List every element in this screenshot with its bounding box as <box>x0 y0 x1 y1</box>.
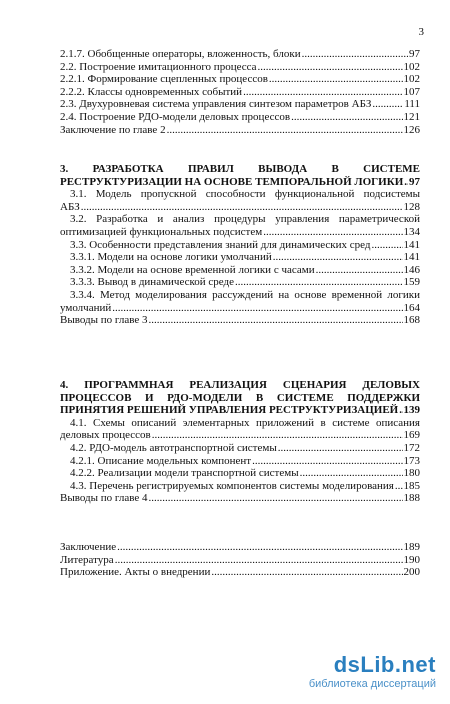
toc-entry-page: 102 <box>403 60 420 73</box>
toc-entry-page: 180 <box>403 467 420 480</box>
toc-entry-page: 200 <box>403 566 420 579</box>
toc-entry[interactable] <box>60 201 420 214</box>
chapter-4-heading-line2: ПРОЦЕССОВ И РДО-МОДЕЛИ В СИСТЕМЕ ПОДДЕРЖКИ <box>60 391 420 404</box>
toc-entry-title: 2.1.7. Обобщенные операторы, вложенность, блоки <box>60 48 301 60</box>
toc-entry[interactable] <box>60 98 420 111</box>
toc-section-2-continued <box>60 48 420 136</box>
dslib-logo <box>309 652 436 678</box>
toc-entry-page: 185 <box>403 479 420 492</box>
toc-entry-page: 97 <box>409 48 420 60</box>
toc-entry-page: 107 <box>403 85 420 98</box>
toc-entry-page: 102 <box>403 73 420 86</box>
toc-entry-title: 3.3. Особенности представления знаний для динамических сред <box>70 238 371 251</box>
toc-entry[interactable] <box>60 314 420 327</box>
chapter-3-heading-line1: 3. РАЗРАБОТКА ПРАВИЛ ВЫВОДА В СИСТЕМЕ <box>60 163 420 175</box>
toc-entry[interactable] <box>60 492 420 505</box>
toc-entry-page: 111 <box>404 98 420 111</box>
logo-tld: .net <box>394 652 436 677</box>
toc-entry-title: 3.3.3. Вывод в динамической среде <box>70 276 235 289</box>
toc-entry[interactable] <box>60 111 420 124</box>
toc-entry[interactable] <box>60 264 420 277</box>
toc-entry-page: 97 <box>409 175 420 188</box>
page-number: 3 <box>418 26 424 38</box>
toc-entry[interactable] <box>60 442 420 455</box>
toc-entry-title: 2.2.2. Классы одновременных событий <box>60 85 243 98</box>
toc-entry[interactable] <box>60 429 420 442</box>
toc-entry[interactable] <box>60 480 420 493</box>
toc-entry-page: 173 <box>403 454 420 467</box>
toc-entry-title: 3.3.1. Модели на основе логики умолчаний <box>70 251 272 264</box>
toc-entry-page: 159 <box>403 276 420 289</box>
toc-entry-page: 126 <box>403 123 420 136</box>
toc-entry-line: 4.1. Схемы описаний элементарных приложений в системе описания <box>70 416 420 429</box>
toc-entry-title: 4.2.1. Описание модельных компонент <box>70 454 252 467</box>
toc-entry-title: АБЗ <box>60 200 80 213</box>
toc-entry-line: 3.2. Разработка и анализ процедуры управления параметрической <box>70 213 420 226</box>
toc-entry-title: 2.2.1. Формирование сцепленных процессов <box>60 73 268 86</box>
toc-entry-page: 141 <box>403 238 420 251</box>
toc-entry-title: Выводы по главе 4 <box>60 492 148 505</box>
toc-entry[interactable] <box>60 124 420 137</box>
toc-entry-title: Литература <box>60 553 114 566</box>
toc-entry-page: 128 <box>403 200 420 213</box>
chapter-4-heading-line1: 4. ПРОГРАММНАЯ РЕАЛИЗАЦИЯ СЦЕНАРИЯ ДЕЛОВЫХ <box>60 379 420 391</box>
toc-entry-title: умолчаний <box>60 301 112 314</box>
toc-entry-title: Приложение. Акты о внедрении <box>60 566 211 579</box>
toc-entry-page: 121 <box>403 110 420 123</box>
chapter-4-heading[interactable] <box>60 404 420 417</box>
toc-entry[interactable] <box>60 467 420 480</box>
chapter-3-heading-line2: РЕСТРУКТУРИЗАЦИИ НА ОСНОВЕ ТЕМПОРАЛЬНОЙ ЛОГИКИ <box>60 175 404 188</box>
toc-entry-page: 141 <box>403 251 420 264</box>
dslib-subtitle: библиотека диссертаций <box>308 678 436 690</box>
dslib-watermark <box>309 652 436 690</box>
toc-entry-page: 169 <box>403 429 420 442</box>
toc-entry-title: оптимизацией функциональных подсистем <box>60 225 263 238</box>
toc-entry-page: 189 <box>403 541 420 553</box>
toc-entry-title: Заключение <box>60 541 117 553</box>
toc-entry[interactable] <box>60 541 420 554</box>
toc-entry-page: 164 <box>403 301 420 314</box>
toc-entry[interactable] <box>60 239 420 252</box>
toc-entry-page: 190 <box>403 553 420 566</box>
toc-entry-title: 4.2.2. Реализации модели транспортной системы <box>70 467 299 480</box>
toc-entry[interactable] <box>60 276 420 289</box>
toc-entry-title: 3.3.2. Модели на основе временной логики с часами <box>70 263 315 276</box>
toc-entry[interactable] <box>60 455 420 468</box>
toc-entry-page: 146 <box>403 263 420 276</box>
toc-entry-title: Заключение по главе 2 <box>60 123 166 136</box>
toc-entry-title: 2.4. Построение РДО-модели деловых процессов <box>60 110 291 123</box>
toc-entry[interactable] <box>60 251 420 264</box>
toc-entry[interactable] <box>60 554 420 567</box>
toc-entry[interactable] <box>60 86 420 99</box>
toc-entry-page: 168 <box>403 314 420 327</box>
toc-entry-title: 2.2. Построение имитационного процесса <box>60 60 257 73</box>
toc-entry-page: 188 <box>403 492 420 505</box>
toc-entry[interactable] <box>60 226 420 239</box>
toc-entry[interactable] <box>60 302 420 315</box>
toc-chapter-3 <box>60 163 420 327</box>
toc-entry-page: 172 <box>403 441 420 454</box>
toc-entry-page: 134 <box>403 225 420 238</box>
toc-entry-page: 139 <box>403 404 420 417</box>
chapter-3-heading[interactable] <box>60 176 420 189</box>
toc-entry[interactable] <box>60 61 420 74</box>
toc-entry-title: 4.2. РДО-модель автотранспортной системы <box>70 441 277 454</box>
chapter-4-heading-line3: ПРИНЯТИЯ РЕШЕНИЙ УПРАВЛЕНИЯ РЕСТРУКТУРИЗАЦИЕЙ <box>60 404 399 417</box>
toc-entry-title: 2.3. Двухуровневая система управления синтезом параметров АБЗ <box>60 98 372 111</box>
toc-entry[interactable] <box>60 566 420 579</box>
toc-entry-title: Выводы по главе 3 <box>60 314 148 327</box>
toc-entry-title: 4.3. Перечень регистрируемых компонентов системы моделирования <box>70 479 394 492</box>
toc-entry-line: 3.3.4. Метод моделирования рассуждений на основе временной логики <box>70 288 420 301</box>
toc-back-matter <box>60 541 420 579</box>
toc-chapter-4 <box>60 379 420 505</box>
logo-main: dsLib <box>333 652 395 677</box>
toc-entry-title: деловых процессов <box>60 429 151 442</box>
toc-entry[interactable] <box>60 73 420 86</box>
toc-entry-line: 3.1. Модель пропускной способности функциональной подсистемы <box>70 188 420 201</box>
toc-entry[interactable] <box>60 48 420 61</box>
